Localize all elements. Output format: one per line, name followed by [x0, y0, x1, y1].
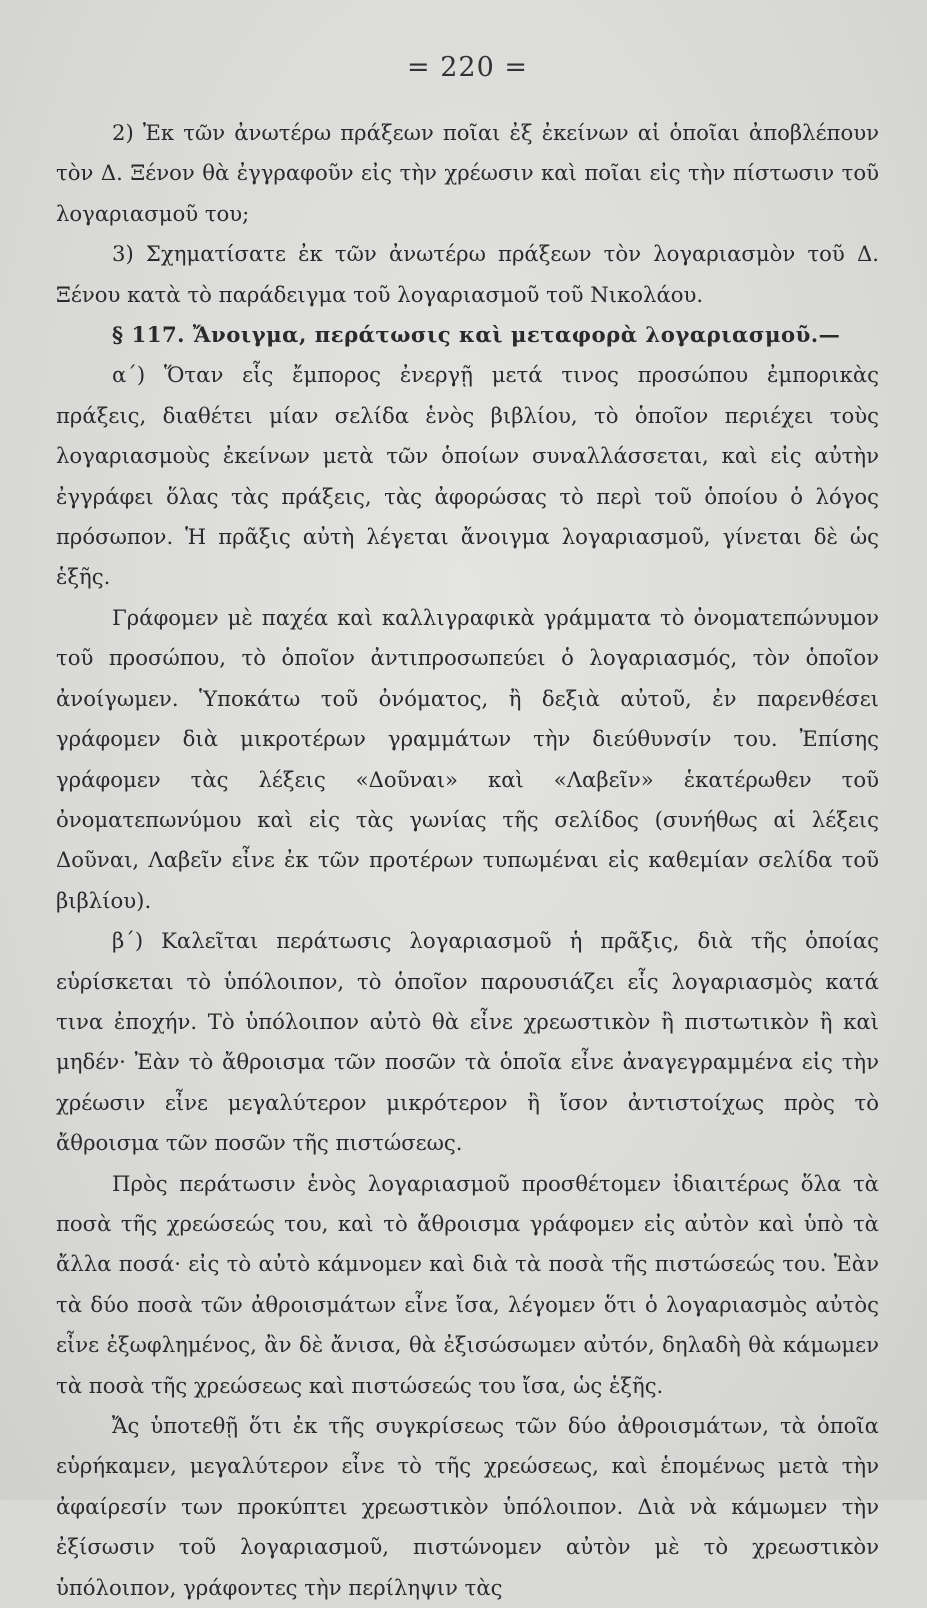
paragraph-question-2: 2) Ἐκ τῶν ἀνωτέρω πράξεων ποῖαι ἐξ ἐκείνων αἱ ὁποῖαι ἀποβλέπουν τὸν Δ. Ξένον θὰ ἐγγραφοῦν εἰς τὴν χρέωσιν καὶ ποῖαι εἰς τὴν πίστωσιν τοῦ λογαριασμοῦ του;: [56, 120, 879, 226]
section-heading: § 117. Ἄνοιγμα, περάτωσις καὶ μεταφορὰ λογαριασμοῦ.—: [112, 322, 841, 348]
page-number: = 220 =: [407, 52, 528, 83]
paragraph-closing-procedure: Πρὸς περάτωσιν ἑνὸς λογαριασμοῦ προσθέτομεν ἰδιαιτέρως ὅλα τὰ ποσὰ τῆς χρεώσεώς του, καὶ τὸ ἄθροισμα γράφομεν εἰς αὐτὸν καὶ ὑπὸ τὰ ἄλλα ποσά· εἰς τὸ αὐτὸ κάμνομεν καὶ διὰ τὰ ποσὰ τῆς πιστώσεώς του. Ἐὰν τὰ δύο ποσὰ τῶν ἀθροισμάτων εἶνε ἴσα, λέγομεν ὅτι ὁ λογαριασμὸς αὐτὸς εἶνε ἐξωφλημένος, ἂν δὲ ἄνισα, θὰ ἐξισώσωμεν αὐτόν, δηλαδὴ θὰ κάμωμεν τὰ ποσὰ τῆς χρεώσεως καὶ πιστώσεώς του ἴσα, ὡς ἑξῆς.: [56, 1170, 879, 1398]
paragraph-opening-procedure: Γράφομεν μὲ παχέα καὶ καλλιγραφικὰ γράμματα τὸ ὀνοματεπώνυμον τοῦ προσώπου, τὸ ὁποῖον ἀντιπροσωπεύει ὁ λογαριασμός, τὸν ὁποῖον ἀνοίγωμεν. Ὑποκάτω τοῦ ὀνόματος, ἢ δεξιὰ αὐτοῦ, ἐν παρενθέσει γράφομεν διὰ μικροτέρων γραμμάτων τὴν διεύθυνσίν του. Ἐπίσης γράφομεν τὰς λέξεις «Δοῦναι» καὶ «Λαβεῖν» ἑκατέρωθεν τοῦ ὀνοματεπωνύμου καὶ εἰς τὰς γωνίας τῆς σελίδος (συνήθως αἱ λέξεις Δοῦναι, Λαβεῖν εἶνε ἐκ τῶν προτέρων τυπωμέναι εἰς καθεμίαν σελίδα τοῦ βιβλίου).: [56, 604, 879, 913]
paragraph-beta: β΄) Καλεῖται περάτωσις λογαριασμοῦ ἡ πρᾶξις, διὰ τῆς ὁποίας εὑρίσκεται τὸ ὑπόλοιπον, τὸ ὁποῖον παρουσιάζει εἷς λογαριασμὸς κατά τινα ἐποχήν. Τὸ ὑπόλοιπον αὐτὸ θὰ εἶνε χρεωστικὸν ἢ πιστωτικὸν ἢ καὶ μηδέν· Ἐὰν τὸ ἄθροισμα τῶν ποσῶν τὰ ὁποῖα εἶνε ἀναγεγραμμένα εἰς τὴν χρέωσιν εἶνε μεγαλύτερον μικρότερον ἢ ἴσον ἀντιστοίχως πρὸς τὸ ἄθροισμα τῶν ποσῶν τῆς πιστώσεως.: [56, 928, 879, 1156]
paragraph-question-3: 3) Σχηματίσατε ἐκ τῶν ἀνωτέρω πράξεων τὸν λογαριασμὸν τοῦ Δ. Ξένου κατὰ τὸ παράδειγμα τοῦ λογαριασμοῦ τοῦ Νικολάου.: [56, 241, 879, 307]
paragraph-balancing: Ἄς ὑποτεθῇ ὅτι ἐκ τῆς συγκρίσεως τῶν δύο ἀθροισμάτων, τὰ ὁποῖα εὑρήκαμεν, μεγαλύτερον εἶνε τὸ τῆς χρεώσεως, καὶ ἑπομένως μετὰ τὴν ἀφαίρεσίν των προκύπτει χρεωστικὸν ὑπόλοιπον. Διὰ νὰ κάμωμεν τὴν ἐξίσωσιν τοῦ λογαριασμοῦ, πιστώνομεν αὐτὸν μὲ τὸ χρεωστικὸν ὑπόλοιπον, γράφοντες τὴν περίληψιν τὰς: [56, 1413, 879, 1600]
paragraph-alpha: α΄) Ὅταν εἷς ἔμπορος ἐνεργῇ μετά τινος προσώπου ἐμπορικὰς πράξεις, διαθέτει μίαν σελίδα ἑνὸς βιβλίου, τὸ ὁποῖον περιέχει τοὺς λογαριασμοὺς ἐκείνων μετὰ τῶν ὁποίων συναλλάσσεται, καὶ εἰς αὐτὴν ἐγγράφει ὅλας τὰς πράξεις, τὰς ἀφορώσας τὸ περὶ τοῦ ὁποίου ὁ λόγος πρόσωπον. Ἡ πρᾶξις αὐτὴ λέγεται ἄνοιγμα λογαριασμοῦ, γίνεται δὲ ὡς ἑξῆς.: [56, 362, 879, 590]
